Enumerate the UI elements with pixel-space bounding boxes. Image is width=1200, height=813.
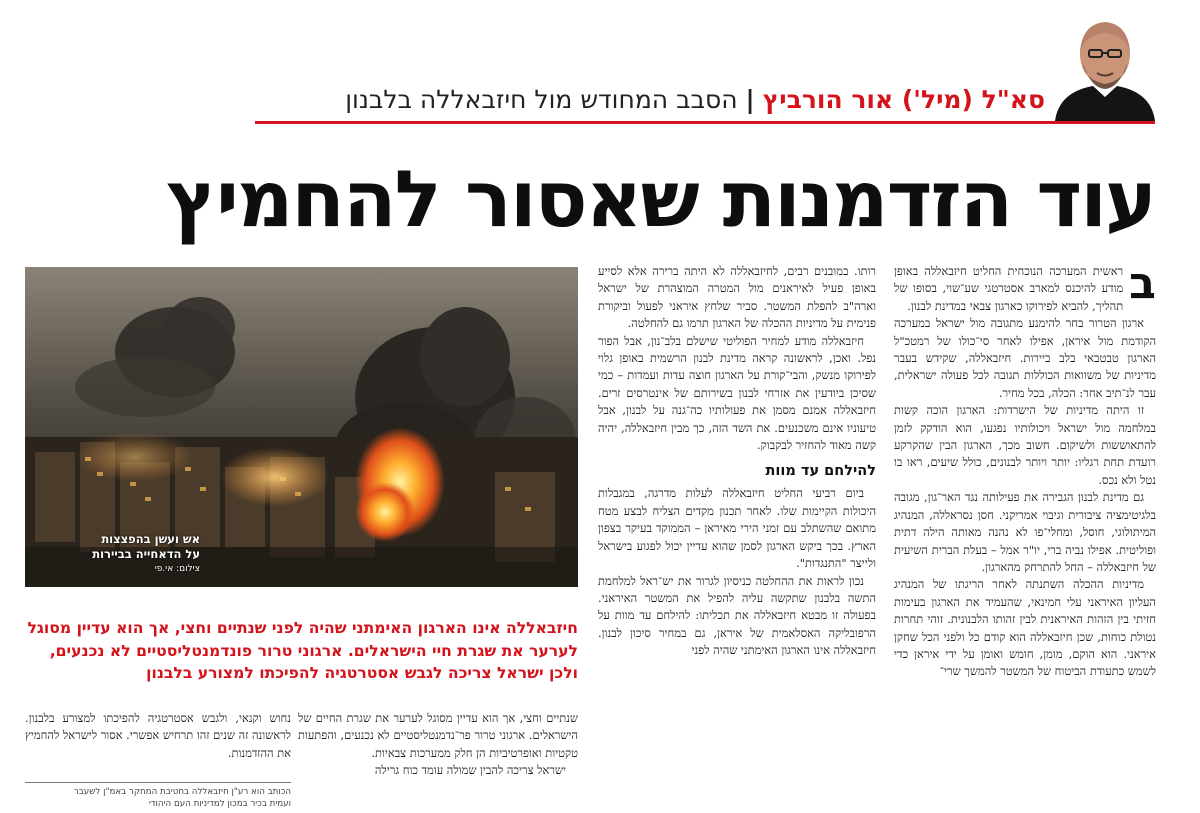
author-bio (25, 782, 291, 810)
article-column-3 (298, 710, 578, 813)
paragraph: נכון לראות את ההחלטה כניסיון לגרור את יש־ראל למלחמת התשה בלבנון שתקשה עליה להפיל את המשטר האיראני. בפעולה זו מבטא חיזבאללה את תכליתו: להילחם עד מוות על הרפובליקה האסלאמית של איראן, גם במחיר סיכון לבנון. חיזבאללה אינו הארגון האימתני שהיה לפני (598, 573, 876, 658)
byline-separator: | (745, 85, 755, 114)
paragraph: ראשית המערכה הנוכחית החליט חיזבאללה באופן מודע להיכנס למארב אסטרטגי שע־שוי, בסופו של תהליך, להביא לפירוקו כארגון צבאי במדינת לבנון. (894, 264, 1124, 313)
byline (345, 80, 1045, 120)
bio-line: הכותב הוא רע"ן חיזבאללה בחטיבת המחקר באמ"ן לשעבר (73, 787, 291, 797)
caption-line: על הדאחייה בביירות (92, 547, 200, 561)
paragraph: נחוש וקנאי, ולגבש אסטרטגיה להפיכתו למצורע בלבנון. לראשונה זה שנים זהו תרחיש אפשרי. אסור לישראל להחמיץ את ההזדמנות. (25, 711, 291, 760)
bio-line: ועמית בכיר במכון למדיניות העם היהודי (148, 799, 291, 809)
subheading: להילחם עד מוות (765, 463, 876, 480)
rubric-title: הסבב המחודש מול חיזבאללה בלבנון (345, 85, 738, 114)
article-column-2 (598, 263, 876, 813)
paragraph: גם מדינת לבנון הגבירה את פעילותה נגד האר־גון, מגובה בלגיטימציה ציבורית וגיבוי אמריקני. חסן נסראללה, המנהיג המיתולוגי, חוסל, ומחלי־פו לא נהנה מאותה הילה דתית ופוליטית. אפילו נביה ברי, יו"ר אמל – בעלת הברית השיעית של חיזבאללה – החל להתרחק מהארגון. (894, 490, 1156, 574)
article-column-4 (25, 710, 291, 780)
photo-credit: צילום: אי.פי (154, 564, 200, 574)
paragraph: רותו. במובנים רבים, לחיזבאללה לא היתה ברירה אלא לסייע באופן פעיל לאיראנים מול המטרה המוצהרת של ישראל וארה"ב להפלת המשטר. סביר שלחץ איראני לפעול וביקורת פנימית על מדיניות ההכלה של הארגון תרמו גם להחלטה. (598, 264, 876, 331)
paragraph: שנתיים וחצי, אך הוא עדיין מסוגל לערער את שגרת החיים של הישראלים. ארגוני טרור פר־נדמנטליסטיים לא נכנעים, והפתעות טקטיות ואופרטיביות הן חלק ממערכות צבאיות. (298, 711, 578, 760)
caption-line: אש ועשן בהפצצות (101, 532, 200, 546)
paragraph: חיזבאללה מודע למחיר הפוליטי שישלם בלב־נון, אבל הפור נפל. ואכן, לראשונה קראה מדינת לבנון הרשמית באופן גלוי לפירוקו מנשק, והבי־קורת על הארגון חוצה עדות ועמדות – כמי שסיכן ביודעין את אזרחי לבנון בשירותם של אינטרסים זרים. חיזבאללה אמנם מסמן את פעולותיו כה־גנה על לבנון, אבל טיעוניו אינם משכנעים. את השד הזה, כך מבין חיזבאללה, יהיה קשה מאוד להחזיר לבקבוק. (598, 333, 876, 453)
paragraph: ישראל צריכה להבין שמולה עומד כוח גרילה (374, 763, 566, 778)
paragraph: ביום רביעי החליט חיזבאללה לעלות מדרגה, במגבלות היכולות הקיימות שלו. לאחר תכנון מקדים הצליח לבצע מטח מתואם שהשתלב עם זמני הירי מאיראן – הממוקד בעיקר בצפון הארץ. בכך ביקש הארגון לסמן שהוא עדיין יכול לפגוע בישראל ולייצר "התנגדות". (598, 486, 876, 571)
header-rule (255, 121, 1155, 124)
author-name: סא"ל (מיל') אור הורביץ (762, 85, 1045, 114)
paragraph: ארגון הטרור בחר להימנע מתגובה מול ישראל במערכה הקודמת מול איראן, אפילו לאחר סי־כולו של רמטכ"ל הארגון טבטבאי בלב ביירות. חיזבאללה, שקידש בעבר מדיניות של משוואות הכוללות תגובה לכל פעולה ישראלית, עבר לנ־תיב אחר: הכלה, בכל מחיר. (894, 316, 1156, 400)
author-photo (1045, 0, 1165, 121)
headline: עוד הזדמנות שאסור להחמיץ (166, 155, 1155, 245)
photo-caption (30, 532, 200, 576)
dropcap: ב (1129, 263, 1156, 309)
paragraph: מדיניות ההכלה השתנתה לאחר הריגתו של המנהיג העליון האיראני עלי חמינאי, שהעמיד את הארגון בעימות חזיתי בין הזהות האיראנית לבין זהותו הלבנונית. זוהי תחרות נטולת כוחות, שכן חיזבאללה הוא קודם כל ולפני הכל שחקן איראני. הוא הוקם, מומן, חומש ואומן על ידי איראן כדי לשמש כתעודת הביטוח של המשטר להמשך שרי־ (894, 577, 1156, 679)
article-column-1 (894, 263, 1156, 813)
pull-quote: חיזבאללה אינו הארגון האימתני שהיה לפני שנתיים וחצי, אך הוא עדיין מסוגל לערער את שגרת חיי הישראלים. ארגוני טרור פונדמנטליסטיים לא נכנעים, ולכן ישראל צריכה לגבש אסטרטגיה להפיכתו למצורע בלבנון (27, 619, 578, 682)
paragraph: זו היתה מדיניות של הישרדות: הארגון הוכה קשות במלחמה מול ישראל ויכולותיו נפגעו, הוא הודקק לזמן להתאוששות ולשיקום. חשוב מכך, הארגון הבין שהקרקע רועדת תחת רגליו: יותר ויותר לבנונים, כולל שיעים, ראו בו נטל ולא נכס. (894, 403, 1156, 487)
